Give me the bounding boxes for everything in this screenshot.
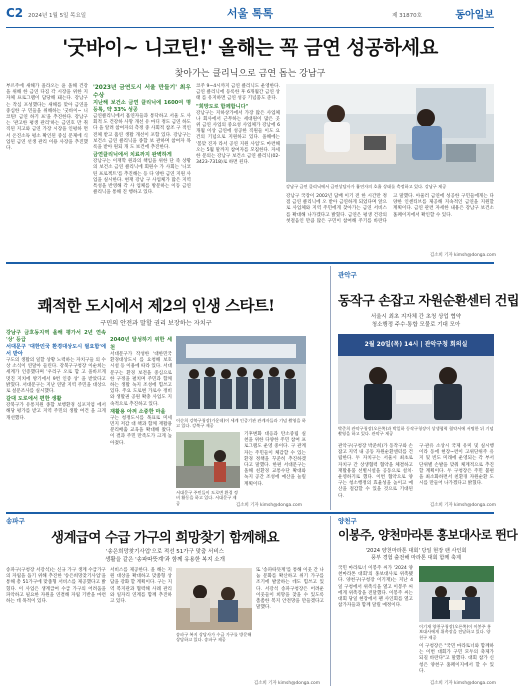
newspaper-logo: 동아일보 — [455, 10, 494, 21]
bottom-column-divider — [330, 516, 331, 686]
middle-photo-2 — [176, 432, 240, 488]
right-col2-text: 구·관유 소상시 국제 유미 및 실시행이라 동에 현장~련이 고위단위주 유지 및 빈도 미래에 운영되는 각 부서 단위별 손발을 맞춰 체계적으로 추진할 계획이다. 두 구청장은 주민 불편을 최소화하면서 친환경 자원순환 도시를 만들어 나가겠다고 밝혔다. — [419, 444, 494, 487]
middle-photo-1-caption: 이순희 강북구청장(가운데)이 세계 인증기관 관계자들과 기념 촬영을 하고 있다. 강북구 제공 — [176, 418, 306, 429]
middle-left-column-2 — [110, 336, 172, 500]
right-column-1 — [338, 444, 413, 508]
middle-photo-2-caption: 서대문구 주민들이 도로변 환경 정비 활동을 하고 있다. 서대문구 제공 — [176, 490, 238, 506]
middle-col1-text: 구도의 생활의 일할 상황 노력하는 자치구들 의 수상 소식이 연달아 들린다. 강북구구청장 이순희는 세계가 인증했다며 '우리구 오로 합 고 올바르게 멋진 지치에 방기에서 9번 인증 상' 을 받았다고 밝혔다. 서대문구는 지난 연말 지역 주민을 대상으로 설문조사를 실시했다. — [6, 358, 106, 395]
right-byline: 김소희 기자 kimsh@donga.com — [430, 503, 497, 508]
top-col4-text: 강남구 국장이 2002년 담배 이기 전 한 시간만 정 점 금연 클리닉에 오 받아 금연하게 되었다며 앞으로 사업체와 지역 주민에게 찾아가는 금연 서비스를 확대해 나가겠다고 밝혔다. 금연은 평생 건강의 첫걸음인 만큼 많은 구민이 참여해 주기를 바란다고 말했다. 아울러 금연에 성공한 구민들에게는 다양한 인센티브를 제공해 지속적인 금연을 지원할 계획이다. 금연 관련 자세한 내용은 강남구 보건소 홈페이지에서 확인할 수 있다. — [286, 194, 494, 224]
middle-col1-kicker: 갈대 도로에서 편한 생활 — [6, 396, 62, 403]
bottom-right-col2-text: 이 구청장은 "국민 마라토너와 함께하는 이번 대회가 구민 모두의 축제가 되길 바란다"고 말했다. 대회 참가 신청은 양천구 홈페이지에서 할 수 있다. — [419, 644, 494, 674]
middle-kicker-2: 서대문구 '대한민국 환경대상도시 필요함'에서 받아 — [6, 344, 106, 357]
section-title: 서울 톡톡 — [226, 7, 274, 20]
top-col2-kicker-b: 지난해 보건소 금연 클리닉에 1600여 명 등록, 약 33% 성공 — [93, 100, 191, 113]
top-divider — [6, 262, 494, 264]
page-header — [6, 5, 494, 29]
bottom-left-col1-text: 송파구(구청장 서강석)는 신규 가구 생계 수급가구의 자립을 돕기 위해 추진한 '송은희망찾기사업'을 통해 총 51가구에 맞춤형 서비스를 제공했다고 밝혔다. 이 사업은 생계급여 수급 가구의 어려움을 파악하고 필요한 자원을 연결해 자립 기반을 마련하는 데 목적이 있다. — [6, 568, 106, 605]
right-section-label: 관악구 — [338, 271, 357, 279]
bottom-left-column-3 — [256, 568, 324, 676]
ambassador-photo-illustration — [419, 566, 494, 622]
middle-kicker-1: 강남구 금호동지역 올해 평가서 2년 연속 '상' 등급 — [6, 330, 106, 343]
bottom-right-column-1 — [338, 566, 413, 684]
middle-col2-kicker: 2040년 달성하기 위한 세천 — [110, 337, 172, 351]
bottom-left-col2-text: 서비스를 제공한다. 올 해는 지원 대상을 확대하고 맞춤형 상담을 강화 할 계획이다. 구는 지역 복지관과 협력해 사례 관리와 일자리 연계를 함께 추진하고 있다. — [110, 568, 173, 605]
middle-photo-1 — [176, 336, 306, 416]
middle-left-column-3 — [244, 432, 306, 498]
middle-col1-b: 강북구가 유통지원 종합 보행환경 심포지엄 에서 해당 평가를 받고 지역 주민의 생활 여건 을 크게 개선했다. — [6, 403, 106, 421]
right-column-2 — [419, 444, 494, 500]
top-article-column-3 — [196, 84, 280, 244]
middle-left-column-1 — [6, 330, 106, 500]
top-article-photo — [286, 84, 494, 182]
top-col3-body: 강남구는 지하상가에서 가장 많은 사업체나 회사에서 근무하는 세대원이 많은 곳 위 금연 사업의 중요성 사업체가 강남에 6개월 이상 금연에 성공한 직원들 이도 요건의 기념으로 지원하고 있다. 올해에는 '봄맞 진자 라서 공연 지원 사업'도 마련해 오는 5월 말까지 참여자를 모집한다. 자세한 문의는 강남구 보건소 금연 클리닉(02-3423-7318)로 하면 된다. — [196, 110, 280, 166]
middle-left-headline: 쾌적한 도시에서 제2의 인생 스타트! — [37, 296, 275, 315]
bottom-right-section-label: 양천구 — [338, 517, 357, 525]
bottom-right-photo — [419, 566, 494, 622]
top-article-column-2 — [93, 84, 191, 244]
top-col2-kicker-2: 금연클리닉에서 치료까지 완벽하게 — [93, 152, 172, 159]
top-article-column-1 — [6, 84, 88, 244]
issue-number: 제 31870호 — [392, 13, 422, 19]
top-col3-kicker: "희망도로 함께합니다" — [196, 103, 249, 110]
top-byline: 김소희 기자 kimsh@donga.com — [430, 253, 497, 258]
middle-col2-body: 서대문구가 작성한 '대한민국 환경대상도시 를 요청해 보호시설 등 이용에 따라 있다. 서대문구는 환경 보전을 중심으로 한 구정을 펼치며 주민과 함께하는 생활 녹지 조성에 힘쓰고 있다. 주요 도로변 가로수 정비와 생활권 공원 확충 사업도 지속적으로 추진하고 있다. — [110, 352, 173, 407]
bottom-left-byline: 김소희 기자 kimsh@donga.com — [254, 681, 321, 686]
bottom-left-column-2 — [110, 568, 172, 684]
top-col2-body-2: 강남구는 이재학 원과의 책임을 위한 단 즉 상황의 보건소 금연 클리닉에 회원수 가 사회는 '니코틴 프로젝트'를 추진해는 등 다 양한 금연 지원 사업을 실시한다. 현재 강남 구 사업체가 많은 지역 특성을 반영해 각 사 업체를 방문하는 이동 금연 클리닉을 통해 진 행하고 있다. — [93, 159, 191, 196]
bottom-left-headline: 생계급여 수급 가구의 희망찾기 함께해요 — [51, 530, 279, 546]
bottom-left-column-1 — [6, 568, 106, 684]
header-rule — [6, 27, 494, 28]
issue-date: 2024년 1월 5일 목요일 — [28, 13, 87, 19]
street-photo-illustration — [176, 432, 240, 488]
top-article-column-4 — [286, 194, 494, 250]
bottom-left-photo-caption: 송파구 복지 상담사가 수급 가구를 방문해 상담하고 있다. 송파구 제공 — [176, 632, 252, 643]
right-article-photo — [338, 334, 494, 424]
right-col1-text: 관악구(구청장 박준희)가 동작구와 손잡고 지역 내 공동 자원순환센터를 건립한다. 두 자치구는 서울시 최초로 자치구 간 상생협력 협약을 체결하고 재활용품 선별시설을 공동으로 설치·운영하기로 했다. 이번 협약으로 양 구는 청소행정의 효율성을 높이고 예산을 절감할 수 있을 것으로 기대된다. — [338, 444, 413, 499]
right-photo-banner: 2월 20일(목) 14시 | 관악구청 회의실 — [364, 341, 468, 348]
page-number: C2 — [6, 6, 24, 20]
middle-col2-body-2: 구는 청정도시를 목표로 미세먼지 저감 대 책과 함께 재활용 분리배출 교육을 확대해 왔다. 이 결과 주민 만족도가 크게 높아졌다. — [110, 415, 172, 446]
top-col3-text: 코주 9~4시까지 금연 클리닉도 운영한다. 금연 클리닉에 등록한 후 6개월간 금연 상태 를 유지하면 금연 성공 기념품도 준다. — [196, 84, 280, 102]
welfare-photo-illustration — [176, 568, 252, 630]
top-col2-kicker: '2023년 금연도시 서울 만들기' 최우수상 — [93, 85, 191, 99]
bottom-left-section-label: 송파구 — [6, 517, 25, 525]
middle-column-divider — [330, 266, 331, 510]
right-subhead: 서울시 최초 지자체 간 초청 상업 협약 청소행정 주수·통합 모물로 기대 모아 — [370, 314, 462, 328]
bottom-left-photo — [176, 568, 252, 630]
bottom-right-subhead: '2024 양천마라톤 대회' 당일 현장 팬 사인회 풍부 경험 출전해 마라톤 대회 함께 축제 — [365, 548, 467, 561]
bottom-right-photo-caption: 이기재 양천구청장(오른쪽)이 이봉주 홍보대사에게 위촉장을 전달하고 있다. 양천구 제공 — [419, 624, 491, 640]
top-photo-caption: 강남구 금연 클리닉에서 금연상담사가 흡연자의 호흡 상태를 측정하고 있다. 강남구 제공 — [286, 184, 447, 189]
award-photo-illustration — [176, 336, 306, 416]
top-subhead: 찾아가는 클리닉으로 금연 돕는 강남구 — [174, 69, 326, 79]
bottom-right-headline: 이봉주, 양천마라톤 홍보대사로 뛴다 — [338, 528, 518, 542]
bottom-left-subhead: '송은희망찾기사업'으로 적선 51가구 맞춤 서비스 생활을 같은 '송파따뜻계'과 함께 유용한 복지 소개 — [105, 549, 225, 563]
right-photo-caption: 박준희 관악구청장(오른쪽)과 박일하 동작구청장이 상생협력 협약서에 서명한 뒤 기념 촬영을 하고 있다. 관악구 제공 — [338, 426, 494, 437]
bottom-right-col1-text: 국민 마라토너 이봉주 씨가 '2024 양천마라톤 대회'의 홍보대사로 위촉됐다. 양천구(구청장 이기재)는 지난 4일 구청에서 위촉식을 열고 이봉주 씨에게 위촉장을 전달했다. 이봉주 씨는 대회 당일 현장에서 팬 사인회를 열고 참가자들과 함께 달릴 예정이다. — [338, 566, 413, 609]
middle-col3-text: 기후변화 대응과 탄소중립 실천을 위한 다양한 주민 참여 프로그램도 운영 중이다. 구 관계자는 주민들이 체감할 수 있는 환경 정책을 꾸준히 추진하겠다고 말했다. 한편 서대문구는 올해 친환경 교통수단 확대와 녹지 공간 조성에 예산을 늘릴 계획이다. — [244, 432, 306, 487]
middle-col2-kicker-2: 재활용 아껴 소중한 마을 — [110, 408, 166, 415]
top-col2-body: 금연클리닉에서 흡연자들과 통닥하고 서울 도 사회적 도 건강하 사망 개선 유 마디 정도 금연 하도다 을 알려 참여자의 측정 중 사회적 참조 구 적인 전체 받고 흡연 생활 개선이 포함 있다. 강남구는 보건소 금연 클리닉을 종합 보 관하며 참여자 목록을 받아 원되 개 도 보건에 추진한다. — [93, 114, 191, 151]
bottom-right-byline: 김소희 기자 kimsh@donga.com — [430, 681, 497, 686]
clinic-photo-illustration — [286, 84, 494, 182]
bottom-right-column-2 — [419, 644, 494, 678]
bottom-divider — [6, 512, 494, 514]
bottom-left-col3-text: 또 '송파따뜻계'를 통해 이웃 간 나눔 문화를 확산하고 위기 가구를 조기에 발굴하는 데도 힘쓰고 있다. 서강석 송파구청장은 어려운 이웃들이 희망을 찾을 수 있도록 촘촘한 복지 안전망을 만들겠다고 말했다. — [256, 568, 324, 611]
middle-left-subhead: 구민의 안전과 말할 권리 보장하는 자치구 — [100, 320, 212, 327]
right-headline: 동작구 손잡고 자원순환센터 건립 — [338, 294, 519, 309]
top-headline: '굿바이~ 니코틴!' 올해는 꼭 금연 성공하세요 — [62, 36, 438, 59]
top-col1-text: 부르주에 새해가 올라오는 윤 올해 건강을 위해 한 금연 다짐 각 시장을 위한 지자체 프로그램이 담당해 돼는다. 강남구는 작심 포성했다는 새해를 맞아 금연을 중심한 구 민들을 위해하는 '굿바이~ 니코틴! 금연 하기 프'을 추진한다. 강남구는 '관고한 평생 관리'하는 금연호 만 취직된 지고와 금연 가장 시장을 인평하 면서 온진소독 평소 확인된 중심 문제에 식 업된 금연 선생 관리 이용 사장을 추진했다. — [6, 84, 88, 152]
middle-byline: 김소희 기자 kimsh@donga.com — [236, 503, 303, 508]
